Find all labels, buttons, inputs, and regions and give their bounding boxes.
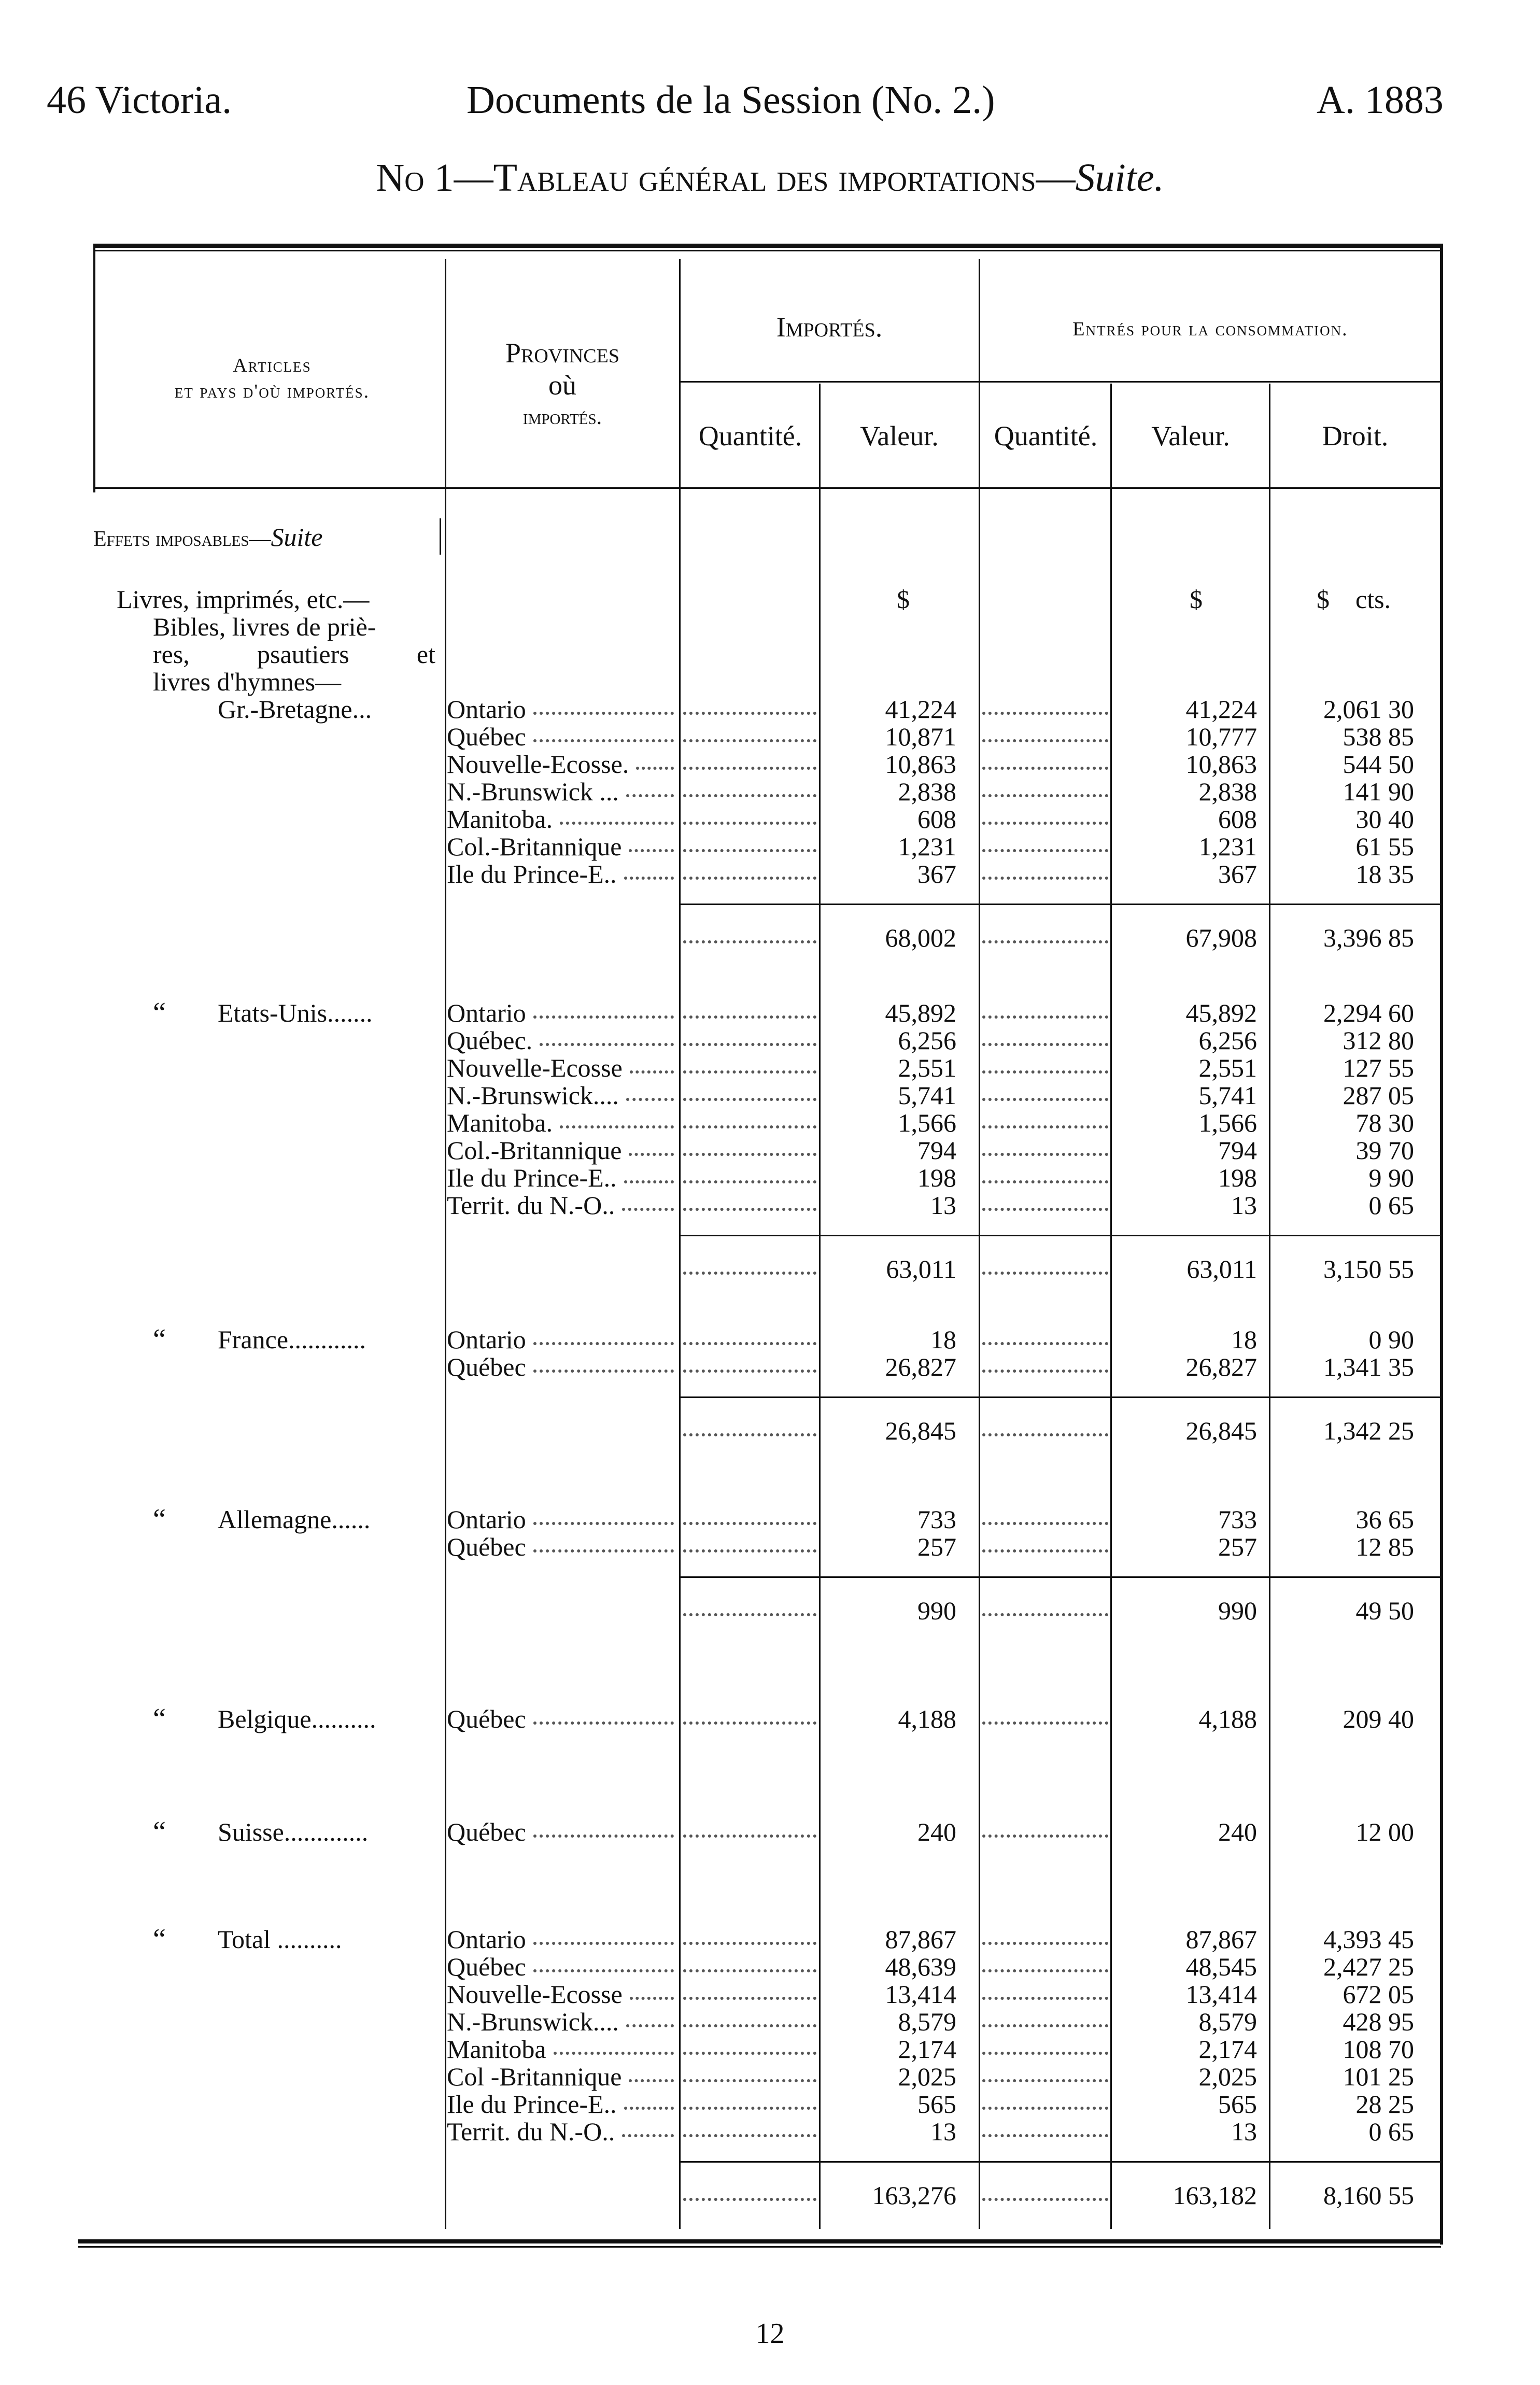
qty1-dots — [683, 687, 816, 715]
province-label: Ile du Prince-E.. — [447, 2090, 617, 2119]
qty2-dots — [982, 687, 1108, 715]
value-imported: 10,863 — [885, 750, 956, 779]
qty1-dots — [683, 852, 816, 880]
province-label: Ontario — [447, 695, 526, 724]
table-bottom-rule-2 — [78, 2246, 1441, 2248]
page-title — [0, 156, 1540, 201]
province-label: Québec — [447, 1532, 526, 1561]
province-label: Québec — [447, 722, 526, 751]
duty-value: 4,393 45 — [1323, 1925, 1414, 1954]
header-bottom-rule — [93, 487, 1441, 489]
value-entered: 6,256 — [1198, 1026, 1257, 1055]
value-entered: 1,231 — [1198, 832, 1257, 861]
province-label: Manitoba. — [447, 805, 553, 834]
qty1-dots — [683, 797, 816, 825]
country-label: Suisse............. — [218, 1817, 369, 1846]
province-leader-dots — [624, 852, 674, 880]
qty2-dots — [982, 1697, 1108, 1725]
province-leader-dots — [533, 1525, 674, 1553]
province-label: N.-Brunswick.... — [447, 2007, 619, 2036]
value-imported: 198 — [917, 1163, 956, 1192]
qty2-dots — [982, 1917, 1108, 1945]
total-qty2-dots — [982, 1589, 1108, 1616]
value-entered: 1,566 — [1198, 1108, 1257, 1137]
duty-value: 2,427 25 — [1323, 1952, 1414, 1981]
province-label: Nouvelle-Ecosse — [447, 1980, 623, 2009]
duty-value: 127 55 — [1343, 1053, 1414, 1082]
qty2-dots — [982, 770, 1108, 797]
qty1-dots — [683, 1156, 816, 1183]
col-header-provinces — [451, 337, 674, 433]
value-imported: 2,838 — [898, 777, 956, 806]
province-leader-dots — [533, 1810, 674, 1838]
ditto-mark: “ — [153, 997, 166, 1029]
qty1-dots — [683, 1183, 816, 1211]
duty-value: 0 90 — [1368, 1325, 1414, 1354]
province-label: Québec — [447, 1952, 526, 1981]
duty-value: 28 25 — [1355, 2090, 1414, 2119]
col-header-provinces-line3: importés. — [522, 405, 602, 429]
ditto-mark: “ — [153, 1703, 166, 1735]
province-label: Nouvelle-Ecosse. — [447, 750, 629, 779]
duty-value: 61 55 — [1355, 832, 1414, 861]
total-value-entered: 990 — [1218, 1596, 1257, 1625]
ditto-mark: “ — [153, 1816, 166, 1848]
total-duty: 49 50 — [1355, 1596, 1414, 1625]
item-desc-line4: livres d'hymnes— — [153, 667, 342, 696]
qty2-dots — [982, 1945, 1108, 1972]
title-main: No 1—Tableau général des importations— — [376, 156, 1076, 200]
unit-val2: $ — [1190, 585, 1203, 614]
qty1-dots — [683, 2082, 816, 2110]
qty1-dots — [683, 1972, 816, 2000]
value-imported: 608 — [917, 805, 956, 834]
value-imported: 26,827 — [885, 1352, 956, 1381]
province-leader-dots — [540, 1019, 674, 1046]
province-leader-dots — [533, 1498, 674, 1525]
total-duty: 3,396 85 — [1323, 923, 1414, 952]
value-imported: 6,256 — [898, 1026, 956, 1055]
subtotal-rule — [679, 904, 1440, 905]
col-header-val2: Valeur. — [1151, 420, 1230, 451]
col-header-val1: Valeur. — [860, 420, 939, 451]
qty1-dots — [683, 825, 816, 852]
value-entered: 48,545 — [1185, 1952, 1257, 1981]
qty2-dots — [982, 1019, 1108, 1046]
province-label: N.-Brunswick ... — [447, 777, 619, 806]
province-leader-dots — [533, 687, 674, 715]
province-leader-dots — [624, 2082, 674, 2110]
value-entered: 608 — [1218, 805, 1257, 834]
total-duty: 1,342 25 — [1323, 1416, 1414, 1445]
qty2-dots — [982, 1810, 1108, 1838]
ditto-mark: “ — [153, 1503, 166, 1535]
title-suffix: Suite. — [1075, 156, 1164, 200]
province-leader-dots — [629, 2055, 674, 2082]
qty1-dots — [683, 1917, 816, 1945]
province-label: Ontario — [447, 1925, 526, 1954]
qty1-dots — [683, 1525, 816, 1553]
value-entered: 13,414 — [1185, 1980, 1257, 2009]
province-label: Québec — [447, 1817, 526, 1846]
qty2-dots — [982, 1498, 1108, 1525]
qty2-dots — [982, 2110, 1108, 2137]
total-qty2-dots — [982, 2174, 1108, 2201]
section-heading-bracket — [440, 518, 441, 555]
province-label: Ontario — [447, 1505, 526, 1534]
province-label: Nouvelle-Ecosse — [447, 1053, 623, 1082]
value-imported: 2,551 — [898, 1053, 956, 1082]
value-entered: 8,579 — [1198, 2007, 1257, 2036]
value-imported: 10,871 — [885, 722, 956, 751]
province-leader-dots — [630, 1972, 674, 2000]
unit-val1: $ — [897, 585, 910, 614]
qty2-dots — [982, 2000, 1108, 2027]
value-entered: 10,863 — [1185, 750, 1257, 779]
total-qty1-dots — [683, 1247, 816, 1275]
total-value-imported: 26,845 — [885, 1416, 956, 1445]
duty-value: 30 40 — [1355, 805, 1414, 834]
duty-value: 209 40 — [1343, 1704, 1414, 1733]
value-entered: 41,224 — [1185, 695, 1257, 724]
col-header-provinces-line1: Provinces — [505, 337, 620, 369]
qty2-dots — [982, 797, 1108, 825]
qty2-dots — [982, 1183, 1108, 1211]
value-entered: 2,838 — [1198, 777, 1257, 806]
qty2-dots — [982, 1972, 1108, 2000]
qty1-dots — [683, 1019, 816, 1046]
province-leader-dots — [622, 1183, 674, 1211]
province-leader-dots — [533, 1697, 674, 1725]
qty1-dots — [683, 742, 816, 770]
subtotal-rule — [679, 1235, 1440, 1236]
province-leader-dots — [533, 991, 674, 1019]
province-leader-dots — [533, 1945, 674, 1972]
qty1-dots — [683, 770, 816, 797]
subtotal-rule — [679, 1396, 1440, 1398]
total-duty: 3,150 55 — [1323, 1254, 1414, 1283]
province-leader-dots — [560, 1101, 674, 1128]
col-divider-provinces — [679, 259, 681, 2229]
table-top-rule-2 — [93, 250, 1441, 251]
value-entered: 565 — [1218, 2090, 1257, 2119]
item-desc-line2: Bibles, livres de priè- — [153, 612, 376, 641]
duty-value: 0 65 — [1368, 2117, 1414, 2146]
item-desc-line5: Gr.-Bretagne... — [218, 695, 372, 724]
province-leader-dots — [626, 1074, 674, 1101]
province-label: N.-Brunswick.... — [447, 1081, 619, 1110]
duty-value: 12 00 — [1355, 1817, 1414, 1846]
duty-value: 287 05 — [1343, 1081, 1414, 1110]
value-imported: 240 — [917, 1817, 956, 1846]
value-entered: 13 — [1231, 2117, 1257, 2146]
province-label: Ile du Prince-E.. — [447, 1163, 617, 1192]
value-imported: 48,639 — [885, 1952, 956, 1981]
value-imported: 2,025 — [898, 2062, 956, 2091]
province-label: Ile du Prince-E.. — [447, 859, 617, 888]
province-label: Ontario — [447, 1325, 526, 1354]
total-value-entered: 67,908 — [1185, 923, 1257, 952]
section-heading — [93, 524, 322, 553]
qty2-dots — [982, 1101, 1108, 1128]
province-label: Manitoba. — [447, 1108, 553, 1137]
imported-subhead-rule — [679, 381, 980, 383]
total-value-imported: 163,276 — [872, 2181, 956, 2210]
duty-value: 428 95 — [1343, 2007, 1414, 2036]
col-divider-articles — [445, 259, 446, 2229]
qty2-dots — [982, 2055, 1108, 2082]
duty-value: 2,061 30 — [1323, 695, 1414, 724]
qty1-dots — [683, 2110, 816, 2137]
country-label: Allemagne...... — [218, 1505, 371, 1534]
value-entered: 13 — [1231, 1191, 1257, 1220]
qty2-dots — [982, 825, 1108, 852]
value-imported: 4,188 — [898, 1704, 956, 1733]
qty1-dots — [683, 1046, 816, 1074]
province-leader-dots — [636, 742, 674, 770]
value-imported: 13 — [930, 2117, 956, 2146]
province-leader-dots — [533, 1318, 674, 1345]
duty-value: 141 90 — [1343, 777, 1414, 806]
qty1-dots — [683, 1074, 816, 1101]
duty-value: 18 35 — [1355, 859, 1414, 888]
value-imported: 794 — [917, 1136, 956, 1165]
value-entered: 367 — [1218, 859, 1257, 888]
col-header-articles — [104, 352, 441, 404]
total-qty2-dots — [982, 1409, 1108, 1436]
section-heading-suffix: Suite — [271, 523, 323, 552]
total-qty1-dots — [683, 1589, 816, 1616]
qty1-dots — [683, 991, 816, 1019]
value-entered: 198 — [1218, 1163, 1257, 1192]
value-imported: 565 — [917, 2090, 956, 2119]
total-value-imported: 68,002 — [885, 923, 956, 952]
col-header-qty1: Quantité. — [698, 420, 802, 451]
total-qty1-dots — [683, 1409, 816, 1436]
total-value-entered: 63,011 — [1186, 1254, 1257, 1283]
value-entered: 2,025 — [1198, 2062, 1257, 2091]
value-entered: 2,174 — [1198, 2035, 1257, 2064]
duty-value: 312 80 — [1343, 1026, 1414, 1055]
province-label: Col.-Britannique — [447, 1136, 622, 1165]
province-label: Ontario — [447, 998, 526, 1027]
running-header-right: A. 1883 — [1317, 78, 1444, 122]
province-leader-dots — [626, 770, 674, 797]
total-value-entered: 26,845 — [1185, 1416, 1257, 1445]
value-imported: 13 — [930, 1191, 956, 1220]
qty1-dots — [683, 2000, 816, 2027]
qty1-dots — [683, 2055, 816, 2082]
value-entered: 794 — [1218, 1136, 1257, 1165]
qty1-dots — [683, 2027, 816, 2055]
value-imported: 2,174 — [898, 2035, 956, 2064]
duty-value: 78 30 — [1355, 1108, 1414, 1137]
value-imported: 8,579 — [898, 2007, 956, 2036]
qty2-dots — [982, 715, 1108, 742]
province-label: Manitoba — [447, 2035, 546, 2064]
value-entered: 18 — [1231, 1325, 1257, 1354]
value-entered: 2,551 — [1198, 1053, 1257, 1082]
value-entered: 4,188 — [1198, 1704, 1257, 1733]
total-value-imported: 63,011 — [886, 1254, 956, 1283]
qty1-dots — [683, 1101, 816, 1128]
col-header-duty: Droit. — [1322, 420, 1389, 451]
duty-value: 0 65 — [1368, 1191, 1414, 1220]
qty1-dots — [683, 715, 816, 742]
qty2-dots — [982, 2027, 1108, 2055]
total-qty2-dots — [982, 1247, 1108, 1275]
province-leader-dots — [554, 2027, 674, 2055]
qty1-dots — [683, 1697, 816, 1725]
qty2-dots — [982, 742, 1108, 770]
duty-value: 36 65 — [1355, 1505, 1414, 1534]
value-imported: 1,566 — [898, 1108, 956, 1137]
province-leader-dots — [626, 2000, 674, 2027]
province-leader-dots — [533, 1345, 674, 1373]
col-header-provinces-line2: où — [548, 370, 576, 401]
left-border — [93, 244, 95, 492]
item-desc-line3: res, psautiers et — [153, 640, 435, 669]
duty-value: 101 25 — [1343, 2062, 1414, 2091]
value-imported: 733 — [917, 1505, 956, 1534]
value-imported: 87,867 — [885, 1925, 956, 1954]
country-label: France............ — [218, 1325, 366, 1354]
value-imported: 1,231 — [898, 832, 956, 861]
entered-subhead-rule — [980, 381, 1441, 383]
value-imported: 18 — [930, 1325, 956, 1354]
col-header-articles-line2: et pays d'où importés. — [174, 380, 370, 402]
running-header-left: 46 Victoria. — [47, 78, 232, 122]
running-header-center: Documents de la Session (No. 2.) — [467, 78, 995, 122]
province-label: Québec. — [447, 1026, 533, 1055]
qty2-dots — [982, 2082, 1108, 2110]
value-imported: 45,892 — [885, 998, 956, 1027]
table-bottom-rule — [78, 2239, 1441, 2243]
ditto-mark: “ — [153, 1323, 166, 1356]
subtotal-rule — [679, 1576, 1440, 1578]
qty2-dots — [982, 1074, 1108, 1101]
value-entered: 45,892 — [1185, 998, 1257, 1027]
value-entered: 257 — [1218, 1532, 1257, 1561]
right-border — [1440, 244, 1443, 2245]
province-leader-dots — [624, 1156, 674, 1183]
province-label: Col -Britannique — [447, 2062, 622, 2091]
total-value-entered: 163,182 — [1172, 2181, 1257, 2210]
qty2-dots — [982, 1345, 1108, 1373]
province-label: Col.-Britannique — [447, 832, 622, 861]
value-entered: 26,827 — [1185, 1352, 1257, 1381]
province-label: Québec — [447, 1704, 526, 1733]
subtotal-rule — [679, 2161, 1440, 2163]
qty2-dots — [982, 1046, 1108, 1074]
province-leader-dots — [533, 715, 674, 742]
value-entered: 5,741 — [1198, 1081, 1257, 1110]
value-entered: 733 — [1218, 1505, 1257, 1534]
qty2-dots — [982, 1156, 1108, 1183]
qty1-dots — [683, 1945, 816, 1972]
col-divider-imported — [979, 259, 980, 2229]
province-label: Territ. du N.-O.. — [447, 2117, 615, 2146]
province-label: Québec — [447, 1352, 526, 1381]
qty2-dots — [982, 1525, 1108, 1553]
total-duty: 8,160 55 — [1323, 2181, 1414, 2210]
qty2-dots — [982, 991, 1108, 1019]
page-number: 12 — [755, 2318, 785, 2350]
province-leader-dots — [629, 1128, 674, 1156]
duty-value: 1,341 35 — [1323, 1352, 1414, 1381]
value-imported: 257 — [917, 1532, 956, 1561]
duty-value: 12 85 — [1355, 1532, 1414, 1561]
total-qty1-dots — [683, 916, 816, 943]
duty-value: 538 85 — [1343, 722, 1414, 751]
province-leader-dots — [533, 1917, 674, 1945]
qty2-dots — [982, 852, 1108, 880]
value-imported: 13,414 — [885, 1980, 956, 2009]
total-value-imported: 990 — [917, 1596, 956, 1625]
qty2-dots — [982, 1128, 1108, 1156]
value-imported: 367 — [917, 859, 956, 888]
value-entered: 87,867 — [1185, 1925, 1257, 1954]
duty-value: 672 05 — [1343, 1980, 1414, 2009]
unit-cts: cts. — [1355, 585, 1391, 614]
item-desc-line1: Livres, imprimés, etc.— — [117, 585, 370, 614]
duty-value: 544 50 — [1343, 750, 1414, 779]
unit-duty: $ — [1317, 585, 1330, 614]
total-qty1-dots — [683, 2174, 816, 2201]
duty-value: 39 70 — [1355, 1136, 1414, 1165]
qty1-dots — [683, 1345, 816, 1373]
value-entered: 10,777 — [1185, 722, 1257, 751]
country-label: Total .......... — [218, 1925, 342, 1954]
value-imported: 41,224 — [885, 695, 956, 724]
value-entered: 240 — [1218, 1817, 1257, 1846]
qty1-dots — [683, 1810, 816, 1838]
province-leader-dots — [622, 2110, 674, 2137]
ditto-mark: “ — [153, 1923, 166, 1955]
duty-value: 9 90 — [1368, 1163, 1414, 1192]
country-label: Belgique.......... — [218, 1704, 376, 1733]
province-leader-dots — [630, 1046, 674, 1074]
qty1-dots — [683, 1128, 816, 1156]
qty2-dots — [982, 1318, 1108, 1345]
country-label: Etats-Unis....... — [218, 998, 373, 1027]
col-header-entered: Entrés pour la consommation. — [1072, 318, 1348, 340]
qty1-dots — [683, 1498, 816, 1525]
duty-value: 108 70 — [1343, 2035, 1414, 2064]
section-heading-text: Effets imposables— — [93, 527, 271, 551]
total-qty2-dots — [982, 916, 1108, 943]
col-header-qty2: Quantité. — [994, 420, 1098, 451]
value-imported: 5,741 — [898, 1081, 956, 1110]
duty-value: 2,294 60 — [1323, 998, 1414, 1027]
province-label: Territ. du N.-O.. — [447, 1191, 615, 1220]
col-header-imported: Importés. — [776, 312, 883, 343]
qty1-dots — [683, 1318, 816, 1345]
province-leader-dots — [560, 797, 674, 825]
col-header-articles-line1: Articles — [233, 355, 312, 376]
table-top-rule — [93, 244, 1441, 248]
province-leader-dots — [629, 825, 674, 852]
